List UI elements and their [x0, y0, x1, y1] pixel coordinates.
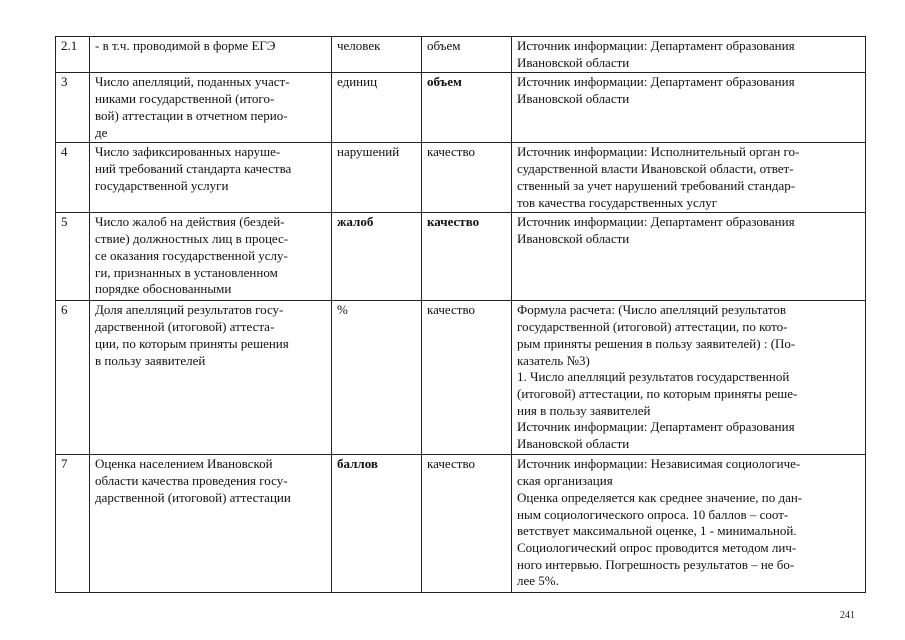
- page-number: 241: [840, 610, 855, 621]
- unit-of-measure: баллов: [332, 455, 422, 593]
- information-source: Источник информации: Департамент образования Ивановской области: [512, 73, 866, 143]
- unit-of-measure: нарушений: [332, 143, 422, 213]
- information-source: Источник информации: Департамент образования Ивановской области: [512, 37, 866, 73]
- row-number: 4: [56, 143, 90, 213]
- table-row: [56, 73, 866, 143]
- unit-of-measure: человек: [332, 37, 422, 73]
- row-number: 5: [56, 213, 90, 301]
- row-number: 2.1: [56, 37, 90, 73]
- indicators-table: [55, 36, 866, 593]
- indicator-name: Число апелляций, поданных участ- никами государственной (итого- вой) аттестации в отчетном перио- де: [90, 73, 332, 143]
- indicator-type: качество: [422, 455, 512, 593]
- row-number: 6: [56, 301, 90, 455]
- information-source: Источник информации: Департамент образования Ивановской области: [512, 213, 866, 301]
- row-number: 3: [56, 73, 90, 143]
- table-row: [56, 213, 866, 301]
- indicator-type: качество: [422, 143, 512, 213]
- information-source: Источник информации: Независимая социологиче- ская организация Оценка определяется как среднее значение, по дан- ным социологического опроса. 10 баллов – соот- ветствует максимальной оценке, 1 - минимальной. Социологический опрос проводится методом лич- ного интервью. Погрешность результатов – не бо- лее 5%.: [512, 455, 866, 593]
- row-number: 7: [56, 455, 90, 593]
- indicator-name: Оценка населением Ивановской области качества проведения госу- дарственной (итоговой) аттестации: [90, 455, 332, 593]
- indicator-type: качество: [422, 213, 512, 301]
- table-row: [56, 455, 866, 593]
- indicator-name: Доля апелляций результатов госу- дарственной (итоговой) аттеста- ции, по которым приняты решения в пользу заявителей: [90, 301, 332, 455]
- unit-of-measure: %: [332, 301, 422, 455]
- indicator-type: объем: [422, 37, 512, 73]
- indicator-type: качество: [422, 301, 512, 455]
- table-row: [56, 143, 866, 213]
- information-source: Источник информации: Исполнительный орган го- сударственной власти Ивановской области, ответ- ственный за учет нарушений требований стандар- тов качества государственных услуг: [512, 143, 866, 213]
- table-row: [56, 37, 866, 73]
- unit-of-measure: единиц: [332, 73, 422, 143]
- indicator-type: объем: [422, 73, 512, 143]
- information-source: Формула расчета: (Число апелляций результатов государственной (итоговой) аттестации, по кото- рым приняты решения в пользу заявителей) : (По- казатель №3) 1. Число апелляций результатов государственной (итоговой) аттестации, по которым приняты реше- ния в пользу заявителей Источник информации: Департамент образования Ивановской области: [512, 301, 866, 455]
- indicator-name: Число жалоб на действия (бездей- ствие) должностных лиц в процес- се оказания государственной услу- ги, признанных в установленном порядке обоснованными: [90, 213, 332, 301]
- table-row: [56, 301, 866, 455]
- unit-of-measure: жалоб: [332, 213, 422, 301]
- indicator-name: Число зафиксированных наруше- ний требований стандарта качества государственной услуги: [90, 143, 332, 213]
- indicator-name: - в т.ч. проводимой в форме ЕГЭ: [90, 37, 332, 73]
